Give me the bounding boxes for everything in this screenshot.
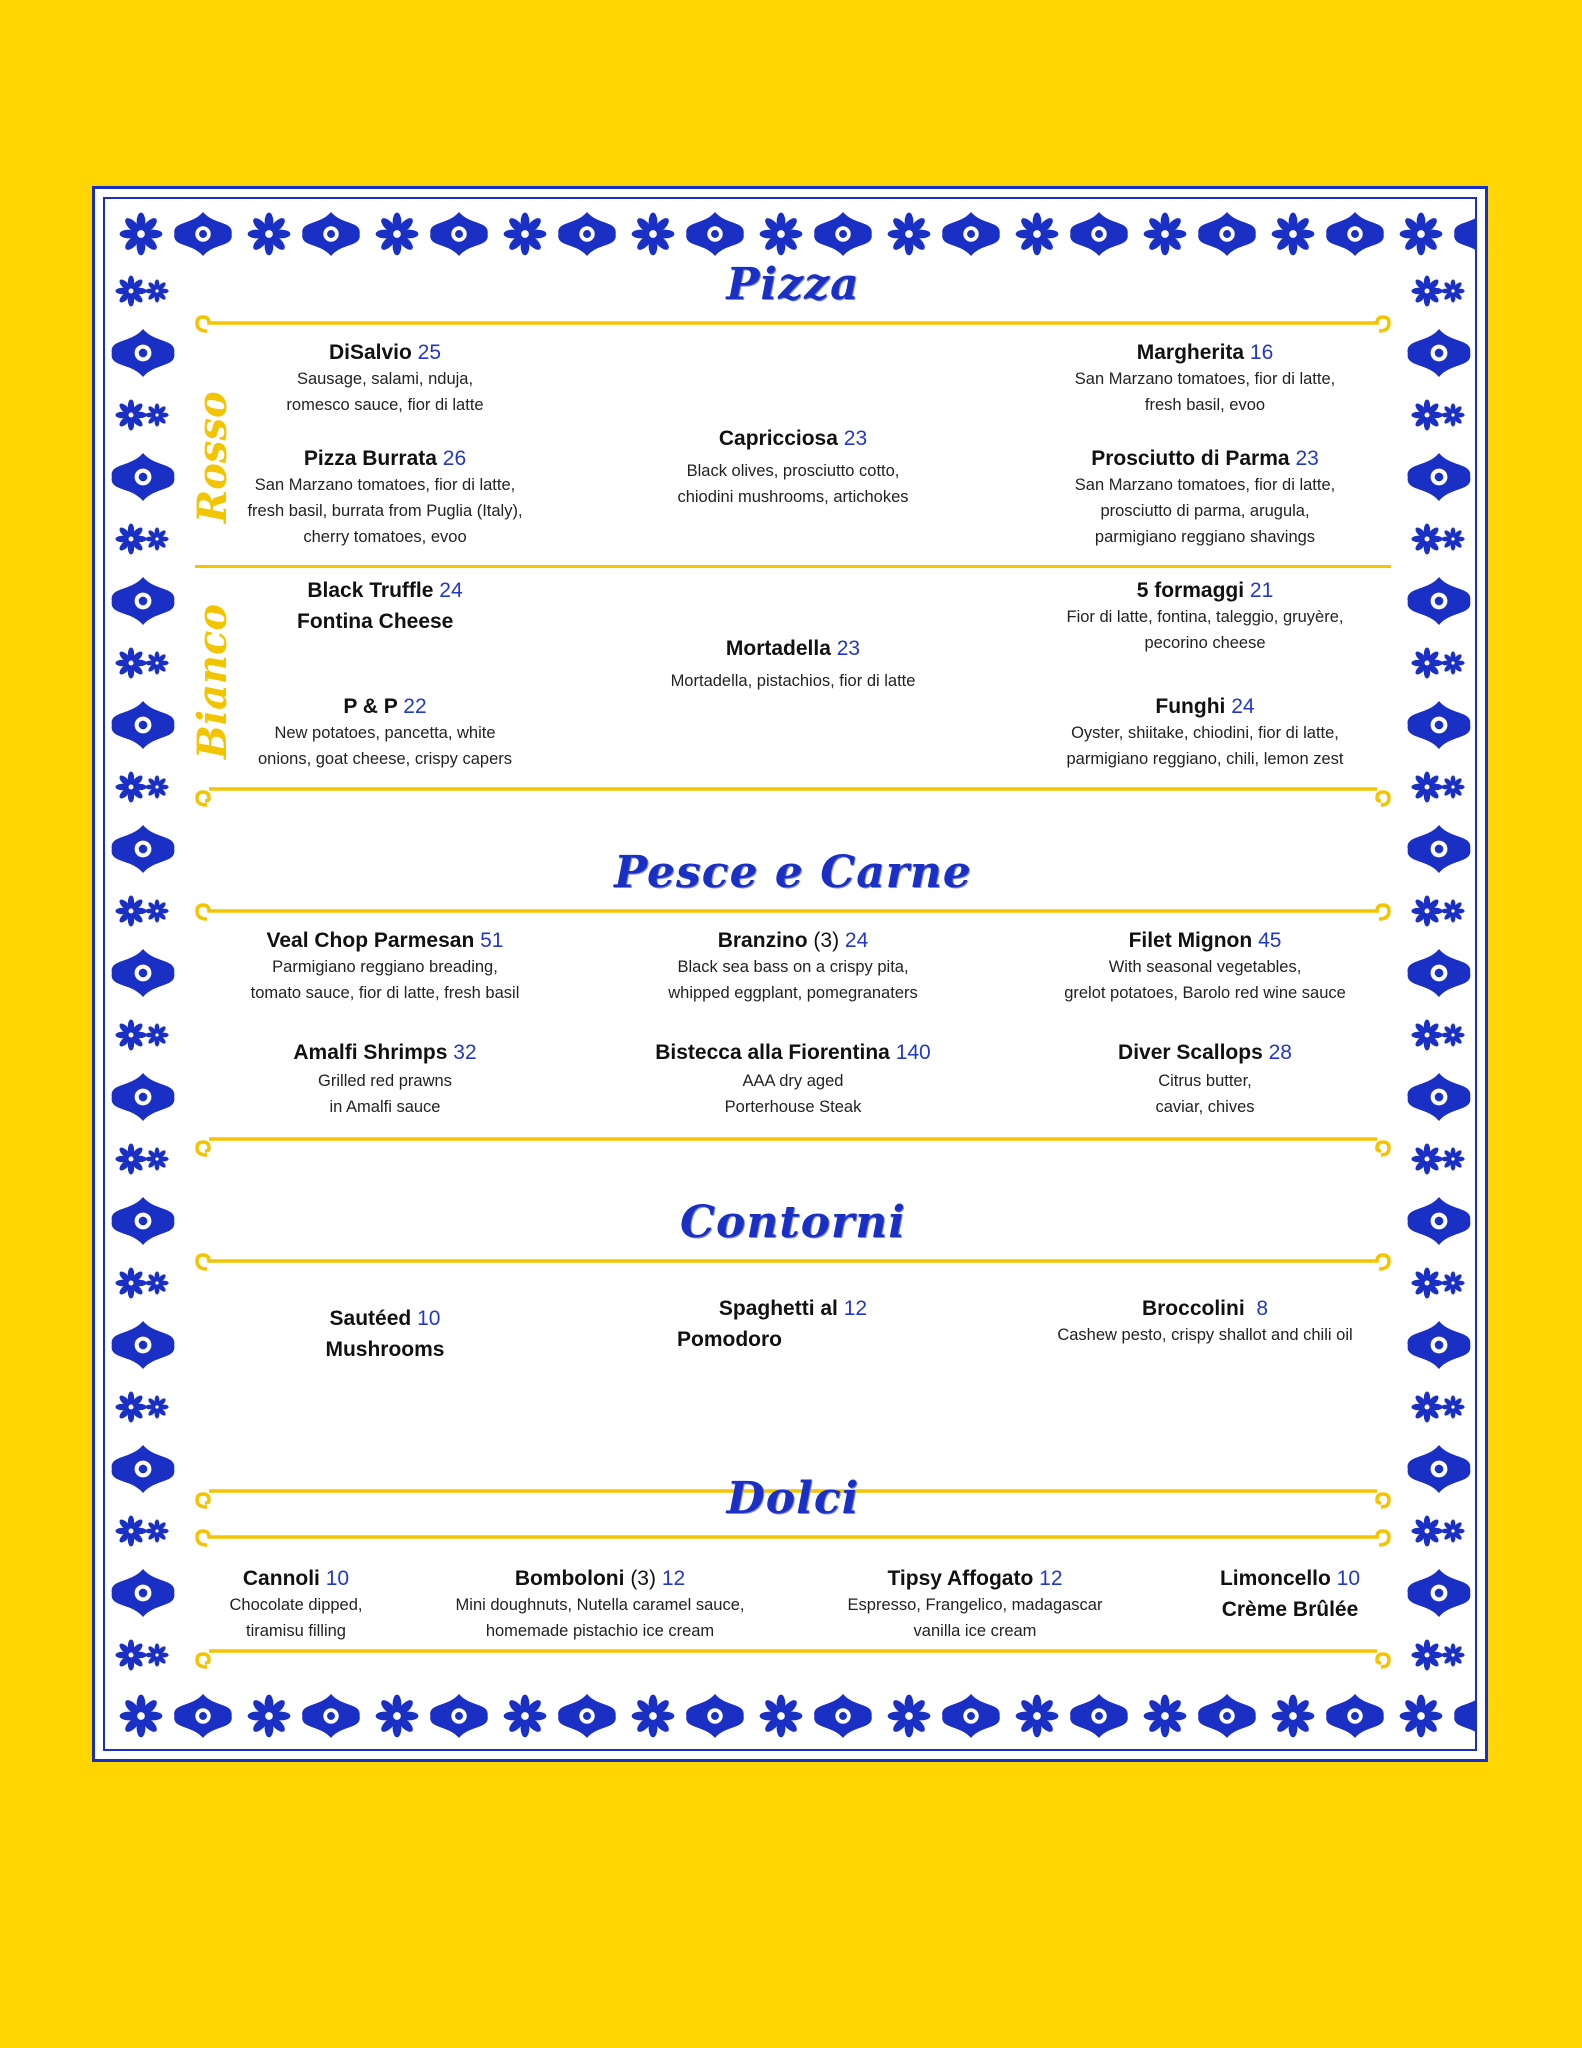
menu-item-diver-scallops <box>1025 1039 1385 1120</box>
item-price: 140 <box>895 1041 931 1064</box>
item-desc: parmigiano reggiano shavings <box>1094 528 1316 546</box>
menu-item-mortadella <box>623 635 963 694</box>
gold-rule <box>195 901 1391 925</box>
item-desc: With seasonal vegetables, <box>1108 958 1302 976</box>
item-price: 10 <box>417 1307 441 1330</box>
item-desc: San Marzano tomatoes, fior di latte, <box>1074 476 1336 494</box>
section-title-pizza: Pizza <box>726 259 860 310</box>
menu-item-pizza-burrata <box>220 445 550 550</box>
item-desc: romesco sauce, fior di latte <box>286 396 484 414</box>
menu-item-cannoli <box>201 1565 391 1644</box>
item-price: 16 <box>1249 341 1274 364</box>
item-price: 12 <box>661 1567 686 1590</box>
item-desc: Porterhouse Steak <box>724 1098 862 1116</box>
item-name: Margherita <box>1136 341 1245 364</box>
item-price: 26 <box>442 447 467 470</box>
item-desc: parmigiano reggiano, chili, lemon zest <box>1066 750 1344 768</box>
item-desc: tomato sauce, fior di latte, fresh basil <box>250 984 520 1002</box>
gold-rule <box>195 1251 1391 1275</box>
item-price: 12 <box>843 1297 868 1320</box>
item-desc: pecorino cheese <box>1144 634 1266 652</box>
item-qty: (3) <box>630 1567 656 1590</box>
floral-border-left <box>107 265 179 1685</box>
item-name: Veal Chop Parmesan <box>266 929 475 952</box>
item-name: DiSalvio <box>328 341 412 364</box>
item-desc: whipped eggplant, pomegranaters <box>668 984 918 1002</box>
item-desc: Fior di latte, fontina, taleggio, gruyère, <box>1066 608 1344 626</box>
item-name: Diver Scallops <box>1118 1041 1263 1064</box>
item-name-line2: Pomodoro <box>677 1328 782 1351</box>
item-price: 24 <box>844 929 869 952</box>
menu-item-p-and-p <box>235 693 535 772</box>
item-price: 32 <box>453 1041 477 1064</box>
item-name: Capricciosa <box>718 427 838 450</box>
item-name: Amalfi Shrimps <box>293 1041 448 1064</box>
item-name: Pizza Burrata <box>303 447 437 470</box>
item-desc: Grilled red prawns <box>318 1072 452 1090</box>
section-title-contorni: Contorni <box>680 1197 906 1248</box>
item-desc: Black sea bass on a crispy pita, <box>677 958 909 976</box>
item-name-line2: Mushrooms <box>325 1338 445 1361</box>
item-desc: fresh basil, burrata from Puglia (Italy), <box>247 502 523 520</box>
item-desc: onions, goat cheese, crispy capers <box>257 750 513 768</box>
menu-card <box>92 186 1488 1762</box>
floral-pattern-icon <box>1403 265 1475 1685</box>
item-desc: San Marzano tomatoes, fior di latte, <box>1074 370 1336 388</box>
menu-item-bistecca <box>593 1039 993 1120</box>
item-desc: Parmigiano reggiano breading, <box>272 958 498 976</box>
item-desc: fresh basil, evoo <box>1144 396 1266 414</box>
item-name: 5 formaggi <box>1136 579 1245 602</box>
floral-pattern-icon <box>107 265 179 1685</box>
item-price: 24 <box>1231 695 1255 718</box>
item-desc: cherry tomatoes, evoo <box>303 528 467 546</box>
item-price: 28 <box>1268 1041 1292 1064</box>
item-desc: San Marzano tomatoes, fior di latte, <box>254 476 516 494</box>
item-name: Prosciutto di Parma <box>1091 447 1290 470</box>
item-price: 25 <box>417 341 442 364</box>
gold-rule <box>195 313 1391 337</box>
menu-item-5-formaggi <box>1035 577 1375 656</box>
menu-item-branzino <box>613 927 973 1006</box>
item-desc: Black olives, prosciutto cotto, <box>686 462 900 480</box>
item-desc: New potatoes, pancetta, white <box>274 724 496 742</box>
item-price: 10 <box>1336 1567 1361 1590</box>
item-desc: Sausage, salami, nduja, <box>296 370 474 388</box>
item-price: 23 <box>843 427 868 450</box>
item-desc: Chocolate dipped, <box>229 1596 363 1614</box>
menu-item-capricciosa <box>623 425 963 510</box>
item-desc: tiramisu filling <box>246 1622 346 1640</box>
item-price: 8 <box>1256 1297 1269 1320</box>
item-name: Bomboloni <box>514 1567 625 1590</box>
menu-item-broccolini <box>1025 1295 1385 1348</box>
item-desc: Cashew pesto, crispy shallot and chili oil <box>1057 1326 1353 1344</box>
item-name: Bistecca alla Fiorentina <box>655 1041 890 1064</box>
menu-item-prosciutto <box>1035 445 1375 550</box>
item-name: Black Truffle <box>307 579 434 602</box>
menu-item-disalvio <box>235 339 535 418</box>
item-name: Cannoli <box>242 1567 320 1590</box>
menu-item-funghi <box>1035 693 1375 772</box>
item-desc: in Amalfi sauce <box>329 1098 441 1116</box>
item-name: Limoncello <box>1219 1567 1331 1590</box>
item-name: Spaghetti al <box>718 1297 838 1320</box>
item-price: 10 <box>325 1567 350 1590</box>
item-desc: Oyster, shiitake, chiodini, fior di latte, <box>1071 724 1339 742</box>
menu-item-bomboloni <box>435 1565 765 1644</box>
section-title-pesce-e-carne: Pesce e Carne <box>614 847 972 898</box>
floral-border-top <box>107 203 1475 265</box>
menu-content <box>189 259 1391 1695</box>
side-label-rosso: Rosso <box>189 391 236 523</box>
item-desc: caviar, chives <box>1155 1098 1255 1116</box>
item-price: 22 <box>403 695 427 718</box>
item-price: 24 <box>439 579 463 602</box>
menu-item-tipsy-affogato <box>825 1565 1125 1644</box>
side-label-bianco: Bianco <box>189 603 236 759</box>
item-name: Branzino <box>717 929 808 952</box>
item-qty: (3) <box>813 929 840 952</box>
item-name: Broccolini <box>1141 1297 1245 1320</box>
gold-rule <box>195 1647 1391 1671</box>
item-desc: homemade pistachio ice cream <box>485 1622 715 1640</box>
item-desc: prosciutto di parma, arugula, <box>1100 502 1310 520</box>
gold-rule <box>195 785 1391 809</box>
item-price: 21 <box>1249 579 1274 602</box>
item-desc: Mortadella, pistachios, fior di latte <box>670 672 916 690</box>
section-title-dolci: Dolci <box>726 1473 860 1524</box>
item-name: Mortadella <box>725 637 831 660</box>
item-desc: vanilla ice cream <box>913 1622 1037 1640</box>
floral-pattern-icon <box>107 203 1475 265</box>
floral-border-right <box>1403 265 1475 1685</box>
menu-item-spaghetti-pomodoro <box>653 1295 933 1353</box>
item-name: Filet Mignon <box>1128 929 1253 952</box>
item-desc: chiodini mushrooms, artichokes <box>677 488 909 506</box>
item-price: 23 <box>836 637 861 660</box>
item-price: 51 <box>480 929 504 952</box>
divider-rosso-bianco <box>195 565 1391 568</box>
menu-item-filet-mignon <box>1025 927 1385 1006</box>
item-name: P & P <box>343 695 398 718</box>
menu-item-limoncello-creme-brulee <box>1195 1565 1385 1623</box>
menu-item-amalfi-shrimps <box>215 1039 555 1120</box>
item-name: Funghi <box>1155 695 1226 718</box>
menu-item-margherita <box>1035 339 1375 418</box>
menu-item-black-truffle <box>235 577 535 635</box>
item-name: Sautéed <box>329 1307 412 1330</box>
item-desc: Citrus butter, <box>1158 1072 1252 1090</box>
item-name-line2: Crème Brûlée <box>1221 1598 1359 1621</box>
item-name-line2: Fontina Cheese <box>297 610 454 633</box>
item-desc: Espresso, Frangelico, madagascar <box>847 1596 1103 1614</box>
gold-rule <box>195 1135 1391 1159</box>
gold-rule <box>195 1527 1391 1551</box>
item-desc: AAA dry aged <box>742 1072 844 1090</box>
item-desc: Mini doughnuts, Nutella caramel sauce, <box>455 1596 745 1614</box>
item-desc: grelot potatoes, Barolo red wine sauce <box>1064 984 1346 1002</box>
item-price: 12 <box>1039 1567 1063 1590</box>
menu-item-sauteed-mushrooms <box>255 1305 515 1363</box>
item-name: Tipsy Affogato <box>887 1567 1034 1590</box>
item-price: 23 <box>1295 447 1319 470</box>
menu-item-veal-chop <box>215 927 555 1006</box>
item-price: 45 <box>1258 929 1282 952</box>
